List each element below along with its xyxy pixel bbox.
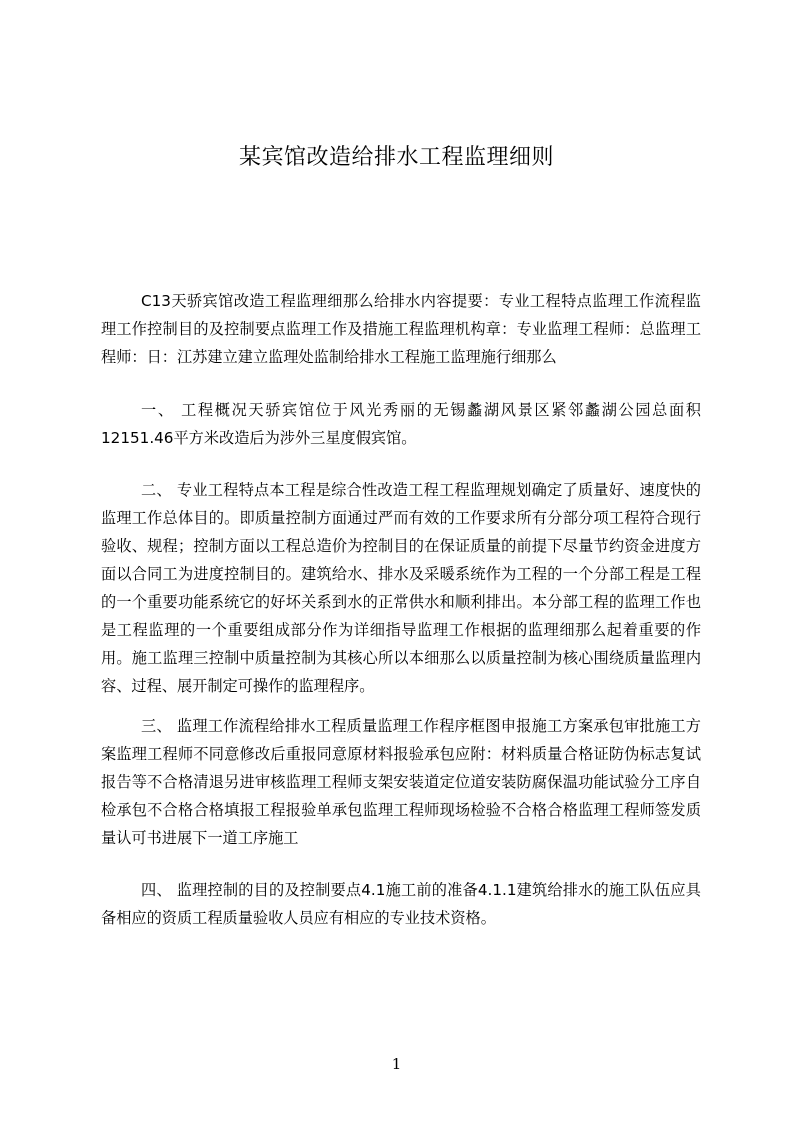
paragraph-project-overview: 一、 工程概况天骄宾馆位于风光秀丽的无锡蠡湖风景区紧邻蠡湖公园总面积12151.46平方米改造后为涉外三星度假宾馆。 bbox=[101, 401, 701, 447]
document-title: 某宾馆改造给排水工程监理细则 bbox=[238, 145, 554, 170]
page-number: 1 bbox=[391, 1055, 402, 1073]
paragraph-control-objectives: 四、 监理控制的目的及控制要点4.1施工前的准备4.1.1建筑给排水的施工队伍应具备相应的资质工程质量验收人员应有相应的专业技术资格。 bbox=[101, 881, 701, 927]
paragraph-engineering-features: 二、 专业工程特点本工程是综合性改造工程工程监理规划确定了质量好、速度快的监理工作总体目的。即质量控制方面通过严而有效的工作要求所有分部分项工程符合现行验收、规程；控制方面以工程总造价为控制目的在保证质量的前提下尽量节约资金进度方面以合同工为进度控制目的。建筑给水、排水及采暖系统作为工程的一个分部工程是工程的一个重要功能系统它的好坏关系到水的正常供水和顺利排出。本分部工程的监理工作也是工程监理的一个重要组成部分作为详细指导监理工作根据的监理细那么起着重要的作用。施工监理三控制中质量控制为其核心所以本细那么以质量控制为核心围绕质量监理内容、过程、展开制定可操作的监理程序。 bbox=[101, 481, 701, 695]
paragraph-summary: C13天骄宾馆改造工程监理细那么给排水内容提要：专业工程特点监理工作流程监理工作控制目的及控制要点监理工作及措施工程监理机构章：专业监理工程师：总监理工程师：日：江苏建立建立监理处监制给排水工程施工监理施行细那么 bbox=[101, 292, 701, 366]
paragraph-workflow: 三、 监理工作流程给排水工程质量监理工作程序框图申报施工方案承包审批施工方案监理工程师不同意修改后重报同意原材料报验承包应附：材料质量合格证防伪标志复试报告等不合格清退另进审核监理工程师支架安装道定位道安装防腐保温功能试验分工序自检承包不合格合格填报工程报验单承包监理工程师现场检验不合格合格监理工程师签发质量认可书进展下一道工序施工 bbox=[101, 717, 701, 847]
